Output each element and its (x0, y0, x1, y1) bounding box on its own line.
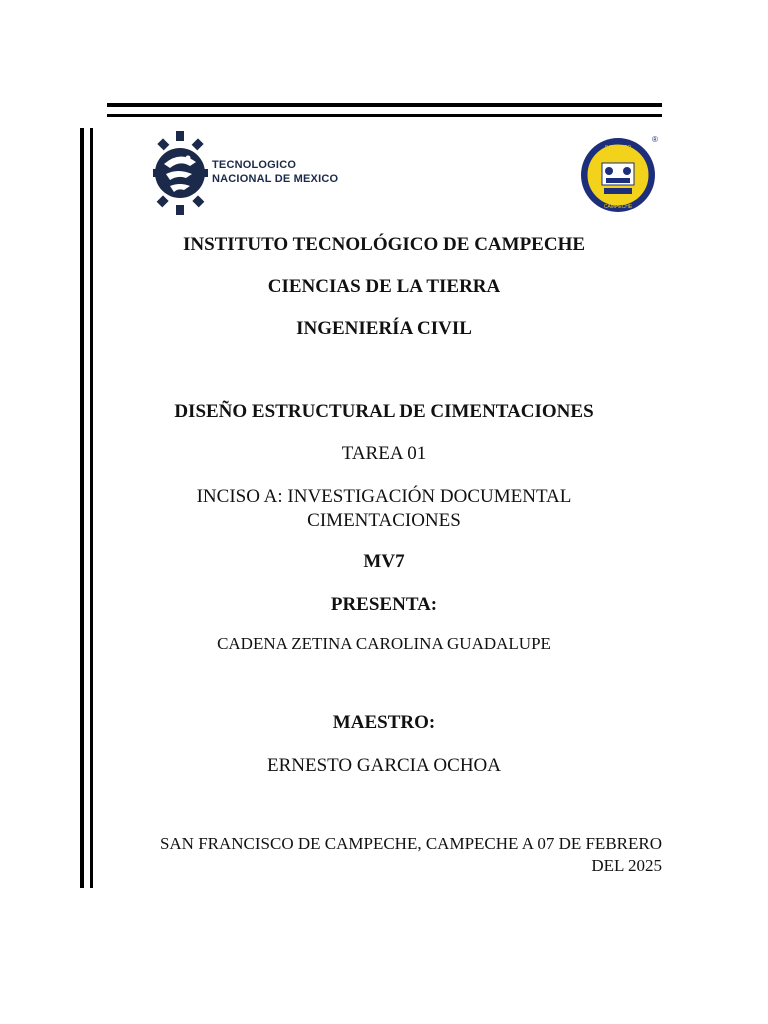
itcampeche-seal-icon (578, 133, 660, 215)
svg-text:INSTITUTO: INSTITUTO (604, 145, 632, 151)
tecnm-logo-line1: TECNOLOGICO (212, 159, 297, 171)
side-double-rule-outer (80, 128, 84, 888)
subject-title: DISEÑO ESTRUCTURAL DE CIMENTACIONES (174, 401, 594, 422)
side-double-rule-inner (90, 128, 93, 888)
top-double-rule-upper (107, 103, 662, 107)
tecnm-gear-eagle-icon (150, 128, 210, 218)
topic-line-1: INCISO A: INVESTIGACIÓN DOCUMENTAL (196, 486, 572, 507)
teacher-label: MAESTRO: (332, 712, 436, 733)
tecnm-logo-line2: NACIONAL DE MEXICO (212, 173, 339, 185)
svg-text:®: ® (652, 135, 658, 144)
topic-line-2: CIMENTACIONES (307, 510, 461, 531)
place-date-line-1: SAN FRANCISCO DE CAMPECHE, CAMPECHE A 07 DE FEBRERO (159, 834, 662, 853)
itcampeche-seal (578, 133, 660, 215)
top-double-rule-lower (107, 114, 662, 117)
presenter-label: PRESENTA: (330, 594, 438, 615)
group-code: MV7 (363, 551, 405, 572)
assignment-label: TAREA 01 (341, 443, 427, 464)
place-and-date (130, 833, 662, 877)
tecnm-logo-text (212, 158, 338, 186)
teacher-name: ERNESTO GARCIA OCHOA (266, 755, 501, 776)
place-date-line-2: DEL 2025 (591, 856, 662, 875)
career-title: INGENIERÍA CIVIL (296, 318, 472, 339)
institution-title: INSTITUTO TECNOLÓGICO DE CAMPECHE (182, 234, 586, 255)
svg-text:CAMPECHE: CAMPECHE (603, 204, 633, 210)
presenter-name: CADENA ZETINA CAROLINA GUADALUPE (217, 634, 551, 653)
department-title: CIENCIAS DE LA TIERRA (267, 276, 501, 297)
tecnm-logo (150, 128, 339, 218)
